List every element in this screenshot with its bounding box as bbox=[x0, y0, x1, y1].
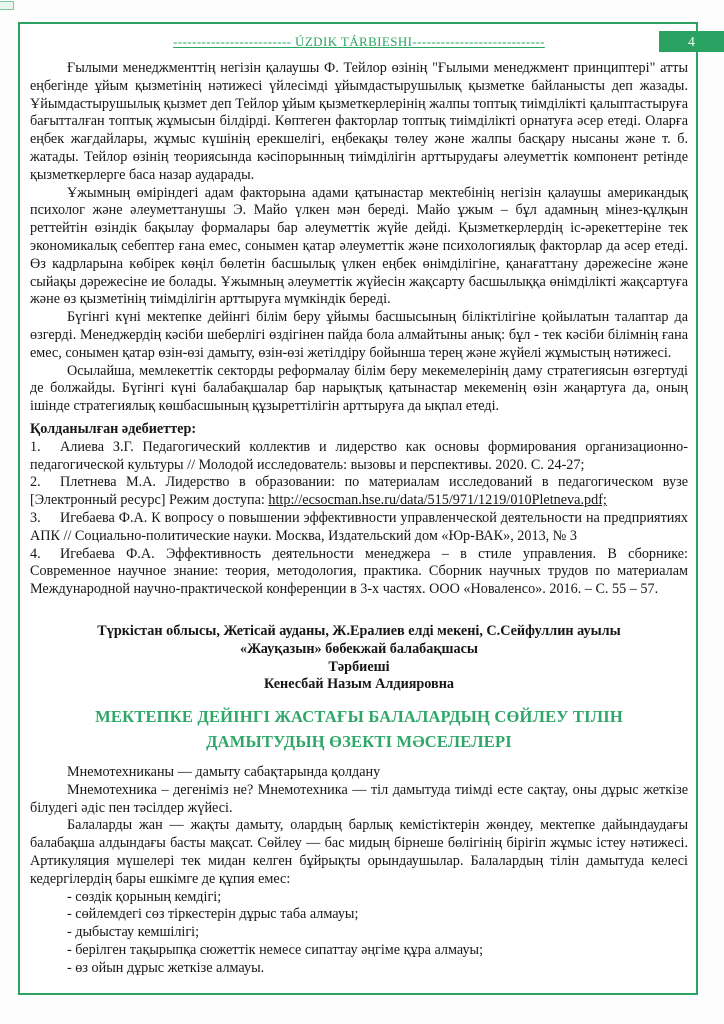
reference-text: Алиева З.Г. Педагогический коллектив и лидерство как основы формирования организационно-педагогической культуры // Молодой исследователь: вызовы и перспективы. 2020. С. 24-27; bbox=[30, 438, 688, 473]
bullet-item: - өз ойын дұрыс жеткізе алмауы. bbox=[67, 959, 265, 976]
article2-title bbox=[30, 704, 688, 754]
byline-kindergarten: «Жауқазын» бөбекжай балабақшасы bbox=[240, 640, 478, 657]
byline-location: Түркістан облысы, Жетісай ауданы, Ж.Ералиев елді мекені, С.Сейфуллин ауылы bbox=[97, 622, 621, 639]
bullet-item: - дыбыстау кемшілігі; bbox=[67, 924, 200, 941]
page-body bbox=[30, 60, 688, 978]
reference-number: 3. bbox=[30, 509, 41, 526]
byline-role: Тәрбиеші bbox=[328, 658, 390, 675]
page-number-badge bbox=[659, 31, 724, 52]
reference-item bbox=[30, 546, 688, 599]
journal-header-title: ------------------------- ÚZDIK TÁRBIESHI---------------------------- bbox=[173, 34, 545, 49]
bullet-item: - берілген тақырыпқа сюжеттік немесе сипаттау әңгіме құра алмауы; bbox=[67, 942, 484, 959]
article2-paragraph-2: Мнемотехника – дегеніміз не? Мнемотехника — тіл дамытуда тиімді есте сақтау, оны дұрыс жеткізе білудегі әдіс пен тәсілдер жүйесі. bbox=[30, 781, 688, 816]
article1-paragraph-2: Ұжымның өміріндегі адам факторына адами қатынастар мектебінің негізін қалаушы американдық психолог және әлеуметтанушы Э. Майо үлкен мән береді. Майо ұжым – бұл адамның мінез-құлқын реттейтін өзіндік бақылау формалары бар әлеуметтік жүйе дейді. Қызметкерлердің іс-әрекеттеріне тек экономикалық себептер ғана емес, сонымен қатар әлеуметтік және психологиялық факторлар да әсер етеді. Өз кадрларына көбірек көңіл бөлетін басшылық үлкен еңбек өнімділігіне, қанағаттану дәрежесіне және сыйақы дәрежесіне ие болады. Ұжымның әлеуметтік жүйесін жақсарту басшылыққа өнімділікті жақсартуға және өз қызметінің тиімділігін арттыруға мүмкіндік береді. bbox=[30, 184, 688, 308]
references-title: Қолданылған әдебиеттер: bbox=[30, 420, 197, 437]
reference-number: 1. bbox=[30, 438, 41, 455]
article1-paragraph-3: Бүгінгі күні мектепке дейінгі білім беру ұйымы басшысының біліктілігіне қойылатын талаптар да өзгерді. Менеджердің кәсіби шеберлігі өздігінен пайда бола алмайтыны анық: бұл - тек кәсіби білімнің ғана емес, сонымен қатар өзін-өзі дамыту, өзін-өзі жетілдіру бойынша терең және жүйелі жұмыстың нәтижесі. bbox=[30, 309, 688, 361]
page-number: 4 bbox=[688, 33, 695, 49]
corner-artifact bbox=[0, 1, 14, 10]
article2-title-line-2: ДАМЫТУДЫҢ ӨЗЕКТІ МӘСЕЛЕЛЕРІ bbox=[206, 732, 512, 752]
reference-text: Игебаева Ф.А. Эффективность деятельности менеджера – в стиле управления. В сборнике: Современное научное знание: теория, методология, практика. Сборник научных трудов по материалам Международной научно-практической конференции в 3-х частях. ООО «Новаленсо». 2016. – С. 55 – 57. bbox=[30, 545, 688, 598]
reference-text: Игебаева Ф.А. К вопросу о повышении эффективности управленческой деятельности на предприятиях АПК // Социально-политические науки. Москва, Издательский дом «Юр-ВАК», 2013, № 3 bbox=[30, 509, 688, 544]
article1-paragraph-4: Осылайша, мемлекеттік секторды реформалау білім беру мекемелерінің даму стратегиясын өзгертуді де болжайды. Бүгінгі күні балабақшалар бар нарықтық қатынастар мекеменің өзін жаңартуға да, оның ішінде стратегиялық көшбасшының құзыреттілігін арттыруға да ықпал етеді. bbox=[30, 362, 688, 415]
byline bbox=[30, 623, 688, 694]
reference-item bbox=[30, 510, 688, 546]
article2-paragraph-1: Мнемотехниканы — дамыту сабақтарында қолдану bbox=[67, 764, 381, 781]
article2-title-line-1: МЕКТЕПКЕ ДЕЙІНГІ ЖАСТАҒЫ БАЛАЛАРДЫҢ СӨЙЛЕУ ТІЛІН bbox=[95, 707, 623, 727]
article2-paragraph-3: Балаларды жан — жақты дамыту, олардың барлық кемістіктерін жөндеу, мектепке дайындаудағы балабақша алдындағы басты мақсат. Сөйлеу — бас мидың бірнеше бөлігінің бірігіп жұмыс істеу нәтижесі. Артикуляция мүшелері тек мидан келген бұйрықты орындаушылар. Балалардың тілін дамытуда келесі кедергілердің бары ешкімге де құпия емес: bbox=[30, 817, 688, 887]
reference-item bbox=[30, 474, 688, 510]
reference-number: 2. bbox=[30, 474, 41, 491]
bullet-item: - сөйлемдегі сөз тіркестерін дұрыс таба алмауы; bbox=[67, 906, 359, 923]
reference-text: Плетнева М.А. Лидерство в образовании: по материалам исследований в педагогическом вузе [Электронный ресурс] Режим доступа: bbox=[30, 474, 688, 509]
reference-link[interactable]: http://ecsocman.hse.ru/data/515/971/1219/010Pletneva.pdf; bbox=[268, 492, 607, 509]
article1-paragraph-1: Ғылыми менеджменттің негізін қалаушы Ф. Тейлор өзінің "Ғылыми менеджмент принциптері" атты еңбегінде ұйым қызметінің нәтижесі үйлесімді ұйымдастырушылық қызметке байланысты деп жазады. Ұйымдастырушылық қызмет деп Тейлор ұйым қызметкерлерінің жалпы топтық тиімділікті қалыптастыруға бағытталған топтық жұмысын білдірді. Көптеген факторлар топтық тиімділікті орнатуға әсер етеді. Оларға еңбек жағдайлары, жұмыс күшінің ерекшелігі, еңбекақы төлеу және жалпы басқару нысаны және т. б. жатады. Тейлор өзінің теориясында кәсіпорынның тиімділігін арттырудағы әлеуметтік компонент ретінде қызметкерлерге баса назар аударады. bbox=[30, 60, 688, 183]
reference-item bbox=[30, 439, 688, 475]
byline-author: Кенесбай Назым Алдияровна bbox=[264, 676, 454, 693]
page-frame bbox=[18, 22, 698, 995]
bullet-item: - сөздік қорының кемдігі; bbox=[67, 888, 222, 905]
reference-number: 4. bbox=[30, 545, 41, 562]
